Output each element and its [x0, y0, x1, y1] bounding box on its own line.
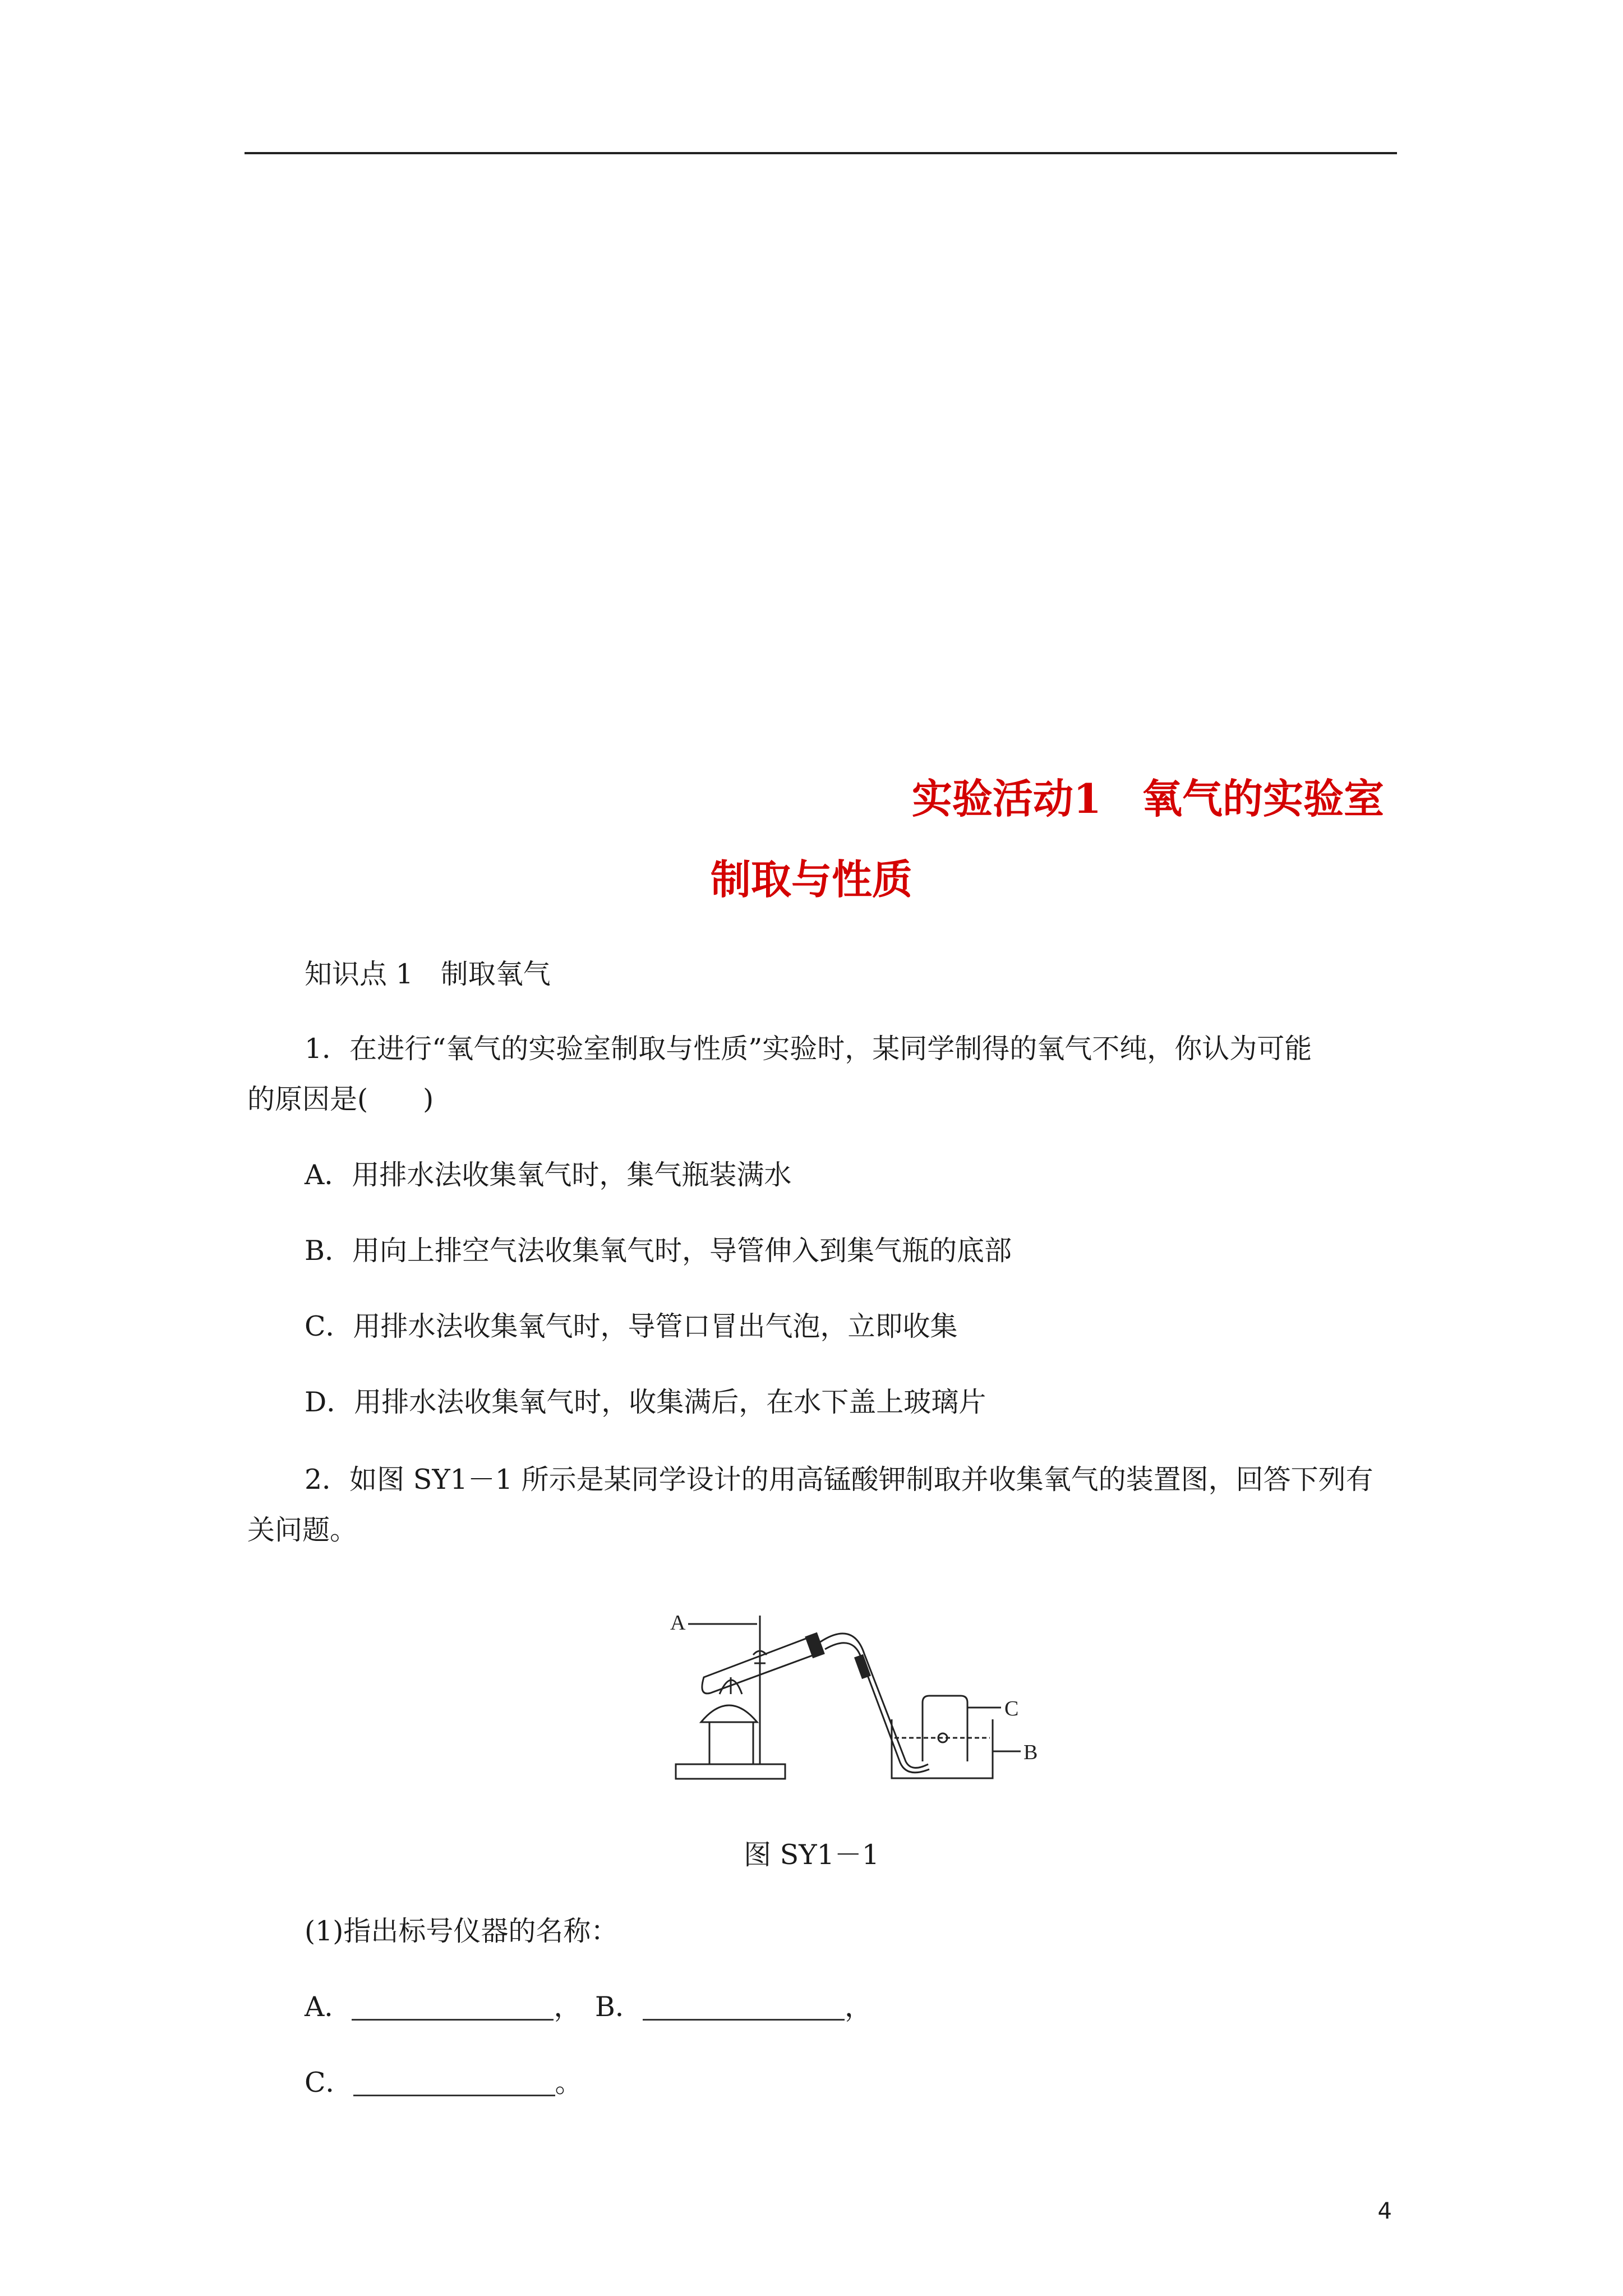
title-line-1: 实验活动1 氧气的实验室 [911, 775, 1384, 822]
section-heading: 知识点 1 制取氧气 [305, 958, 551, 990]
gas-bottle [923, 1696, 967, 1761]
blank-sep: ， [554, 1991, 568, 2023]
blank-b-label: B． [594, 1991, 643, 2023]
q2-blank-row-ab [305, 1993, 872, 2021]
q1-option-c: C．用排水法收集氧气时，导管口冒出气泡，立即收集 [305, 1310, 958, 1342]
delivery-tube-inner [825, 1643, 929, 1773]
lamp-block [709, 1722, 753, 1764]
q1-option-a: A．用排水法收集氧气时，集气瓶装满水 [305, 1159, 792, 1191]
q2-sub1: (1)指出标号仪器的名称： [305, 1915, 619, 1947]
apparatus-figure [670, 1593, 1052, 1801]
alcohol-lamp [701, 1705, 757, 1722]
q2-blank-row-c [305, 2067, 583, 2099]
rubber-joint [855, 1655, 870, 1678]
blank-c-label: C． [305, 2067, 353, 2099]
figure-label-c: C [1004, 1697, 1019, 1720]
stand-base [676, 1764, 785, 1779]
blank-a-label: A． [305, 1991, 352, 2023]
water-trough [892, 1719, 993, 1778]
tube-stopper [806, 1634, 824, 1658]
figure-label-a: A [670, 1611, 686, 1635]
blank-a[interactable] [352, 1996, 554, 2021]
q1-option-d: D．用排水法收集氧气时，收集满后，在水下盖上玻璃片 [305, 1386, 986, 1418]
blank-b-end: ， [844, 1991, 872, 2023]
blank-c[interactable] [353, 2072, 555, 2096]
blank-b[interactable] [643, 1996, 845, 2021]
figure-caption: 图 SY1－1 [744, 1839, 879, 1871]
title-line-2: 制取与性质 [710, 855, 912, 903]
figure-label-b: B [1023, 1741, 1038, 1764]
q2-stem-line-2: 关问题。 [247, 1514, 358, 1546]
page-number: 4 [1377, 2198, 1392, 2224]
q1-option-b: B．用向上排空气法收集氧气时，导管伸入到集气瓶的底部 [305, 1235, 1012, 1267]
q2-stem-line-1: 2．如图 SY1－1 所示是某同学设计的用高锰酸钾制取并收集氧气的装置图，回答下列有 [305, 1464, 1373, 1496]
blank-c-end: 。 [555, 2067, 583, 2099]
delivery-tube [819, 1634, 928, 1768]
q1-stem-line-1: 1．在进行“氧气的实验室制取与性质”实验时，某同学制得的氧气不纯，你认为可能 [305, 1033, 1312, 1065]
q1-stem-line-2: 的原因是( ) [247, 1083, 434, 1115]
header-rule [245, 152, 1397, 154]
